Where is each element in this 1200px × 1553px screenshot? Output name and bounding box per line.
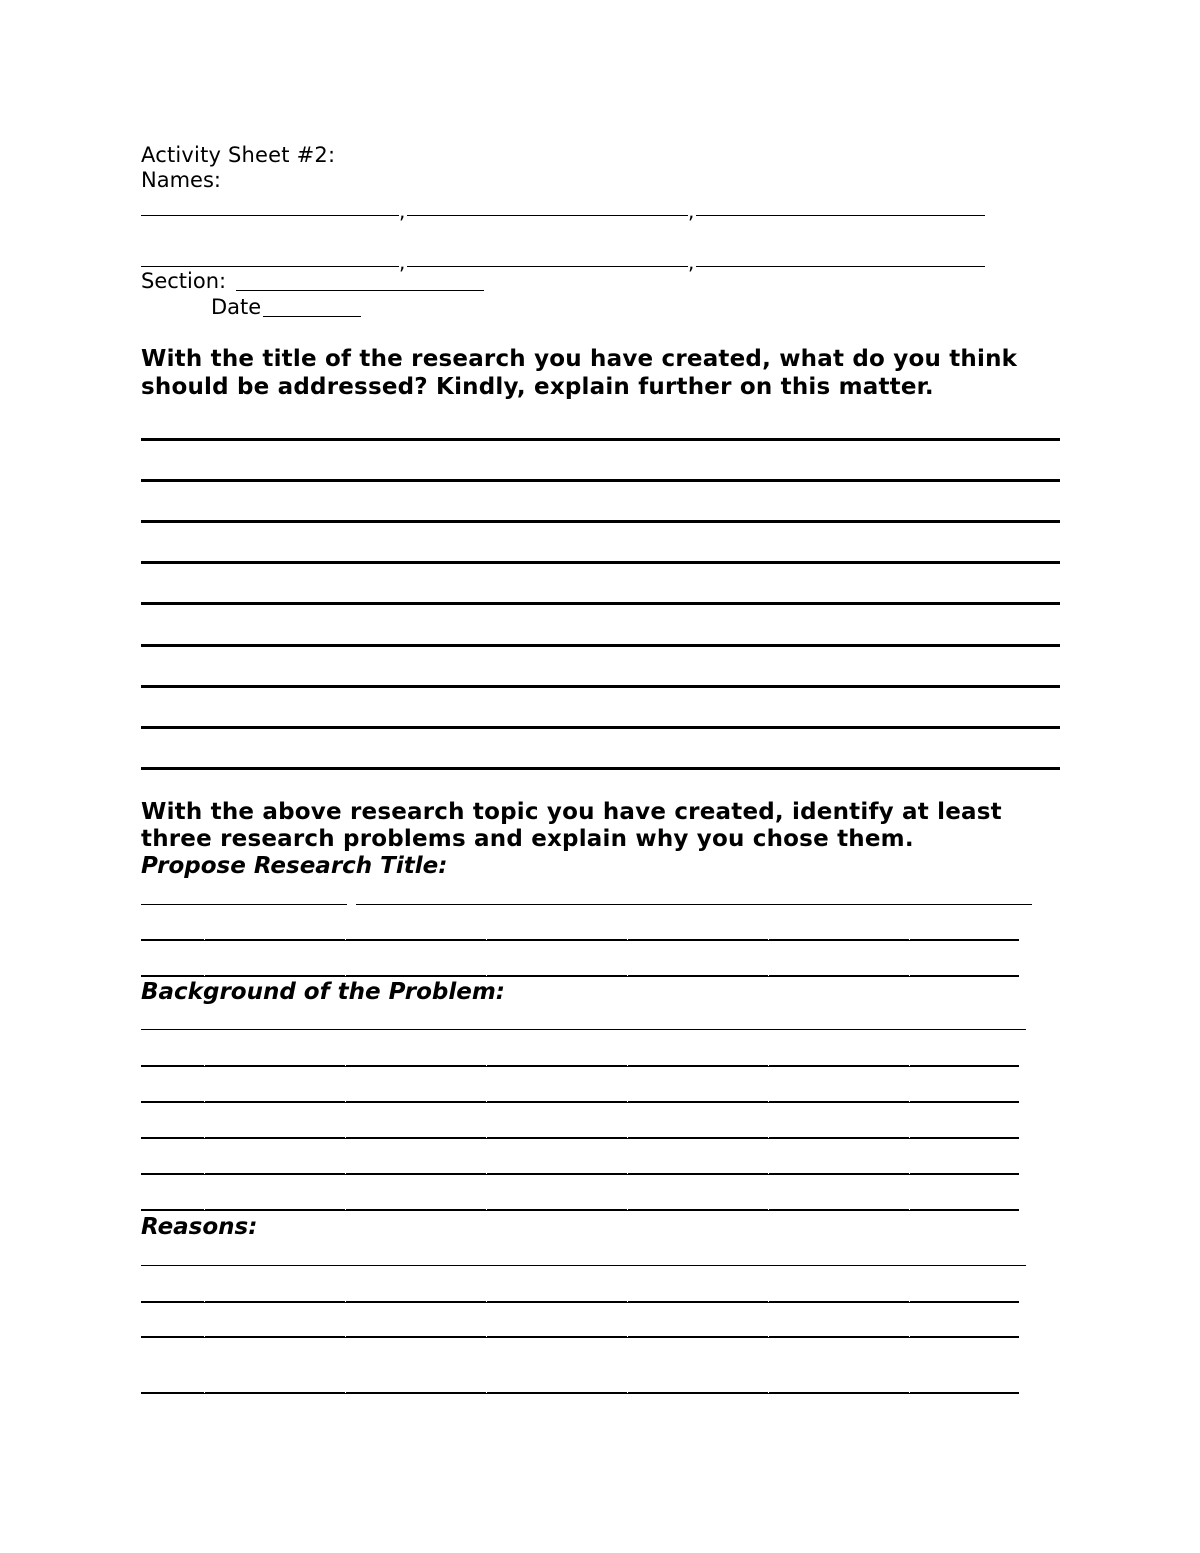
line-segment-gap — [627, 1172, 628, 1174]
reasons-line[interactable] — [141, 1301, 1019, 1303]
names-label: Names: — [141, 168, 221, 192]
reasons-field[interactable] — [141, 1265, 1026, 1266]
name-field-2[interactable] — [407, 215, 688, 216]
name-separator: , — [399, 199, 406, 223]
line-segment-gap — [909, 1391, 910, 1393]
answer-line[interactable] — [141, 685, 1060, 688]
line-segment-gap — [204, 938, 205, 940]
line-segment-gap — [768, 974, 769, 976]
name-separator: , — [399, 250, 406, 274]
line-segment-gap — [909, 1136, 910, 1138]
name-field-6[interactable] — [696, 266, 985, 267]
line-segment-gap — [768, 1208, 769, 1210]
line-segment-gap — [627, 1136, 628, 1138]
answer-line[interactable] — [141, 561, 1060, 564]
date-field[interactable] — [263, 316, 361, 317]
background-line[interactable] — [141, 1173, 1019, 1175]
line-segment-gap — [627, 1300, 628, 1302]
reasons-label: Reasons: — [141, 1214, 258, 1240]
line-segment-gap — [345, 1172, 346, 1174]
line-segment-gap — [909, 1064, 910, 1066]
proposed-title-line[interactable] — [141, 939, 1019, 941]
question-2-line-1: With the above research topic you have created, identify at least — [141, 799, 1002, 825]
line-segment-gap — [768, 1136, 769, 1138]
line-segment-gap — [909, 1300, 910, 1302]
answer-line[interactable] — [141, 726, 1060, 729]
background-line[interactable] — [141, 1101, 1019, 1103]
background-line[interactable] — [141, 1065, 1019, 1067]
answer-line[interactable] — [141, 602, 1060, 605]
section-field[interactable] — [236, 290, 484, 291]
line-segment-gap — [909, 1172, 910, 1174]
line-segment-gap — [345, 974, 346, 976]
line-segment-gap — [909, 974, 910, 976]
line-segment-gap — [204, 1335, 205, 1337]
line-segment-gap — [345, 1208, 346, 1210]
proposed-title-field-a[interactable] — [141, 904, 347, 905]
line-segment-gap — [486, 1100, 487, 1102]
proposed-title-label: Propose Research Title: — [141, 853, 448, 879]
line-segment-gap — [486, 1335, 487, 1337]
line-segment-gap — [768, 938, 769, 940]
name-field-5[interactable] — [407, 266, 688, 267]
background-line[interactable] — [141, 1209, 1019, 1211]
line-segment-gap — [627, 1208, 628, 1210]
name-separator: , — [688, 250, 695, 274]
background-line[interactable] — [141, 1137, 1019, 1139]
line-segment-gap — [909, 938, 910, 940]
line-segment-gap — [345, 1064, 346, 1066]
date-label: Date — [211, 295, 262, 319]
answer-line[interactable] — [141, 479, 1060, 482]
answer-line[interactable] — [141, 644, 1060, 647]
line-segment-gap — [627, 974, 628, 976]
section-label: Section: — [141, 269, 227, 293]
line-segment-gap — [486, 1136, 487, 1138]
line-segment-gap — [204, 1064, 205, 1066]
line-segment-gap — [204, 974, 205, 976]
line-segment-gap — [204, 1300, 205, 1302]
line-segment-gap — [768, 1300, 769, 1302]
line-segment-gap — [486, 938, 487, 940]
line-segment-gap — [204, 1172, 205, 1174]
answer-line[interactable] — [141, 767, 1060, 770]
line-segment-gap — [345, 1300, 346, 1302]
line-segment-gap — [768, 1335, 769, 1337]
line-segment-gap — [486, 1208, 487, 1210]
sheet-title: Activity Sheet #2: — [141, 143, 336, 167]
name-separator: , — [688, 199, 695, 223]
line-segment-gap — [345, 1391, 346, 1393]
line-segment-gap — [204, 1391, 205, 1393]
line-segment-gap — [486, 1391, 487, 1393]
line-segment-gap — [768, 1064, 769, 1066]
background-label: Background of the Problem: — [141, 979, 506, 1005]
line-segment-gap — [345, 1136, 346, 1138]
line-segment-gap — [768, 1100, 769, 1102]
line-segment-gap — [909, 1100, 910, 1102]
line-segment-gap — [345, 1335, 346, 1337]
line-segment-gap — [768, 1172, 769, 1174]
proposed-title-field-b[interactable] — [356, 904, 1032, 905]
background-field[interactable] — [141, 1029, 1026, 1030]
line-segment-gap — [486, 974, 487, 976]
name-field-1[interactable] — [141, 215, 399, 216]
answer-line[interactable] — [141, 520, 1060, 523]
line-segment-gap — [204, 1208, 205, 1210]
line-segment-gap — [627, 1100, 628, 1102]
answer-line[interactable] — [141, 438, 1060, 441]
reasons-line[interactable] — [141, 1392, 1019, 1394]
reasons-line[interactable] — [141, 1336, 1019, 1338]
name-field-4[interactable] — [141, 266, 399, 267]
line-segment-gap — [909, 1208, 910, 1210]
line-segment-gap — [627, 1391, 628, 1393]
question-2-line-2: three research problems and explain why you chose them. — [141, 826, 914, 852]
question-1-line-1: With the title of the research you have created, what do you think — [141, 346, 1018, 372]
line-segment-gap — [486, 1064, 487, 1066]
question-1-line-2: should be addressed? Kindly, explain further on this matter. — [141, 374, 934, 400]
line-segment-gap — [627, 938, 628, 940]
line-segment-gap — [627, 1064, 628, 1066]
line-segment-gap — [204, 1100, 205, 1102]
proposed-title-line[interactable] — [141, 975, 1019, 977]
line-segment-gap — [345, 938, 346, 940]
line-segment-gap — [345, 1100, 346, 1102]
line-segment-gap — [486, 1172, 487, 1174]
name-field-3[interactable] — [696, 215, 985, 216]
line-segment-gap — [627, 1335, 628, 1337]
line-segment-gap — [486, 1300, 487, 1302]
line-segment-gap — [204, 1136, 205, 1138]
line-segment-gap — [768, 1391, 769, 1393]
line-segment-gap — [909, 1335, 910, 1337]
